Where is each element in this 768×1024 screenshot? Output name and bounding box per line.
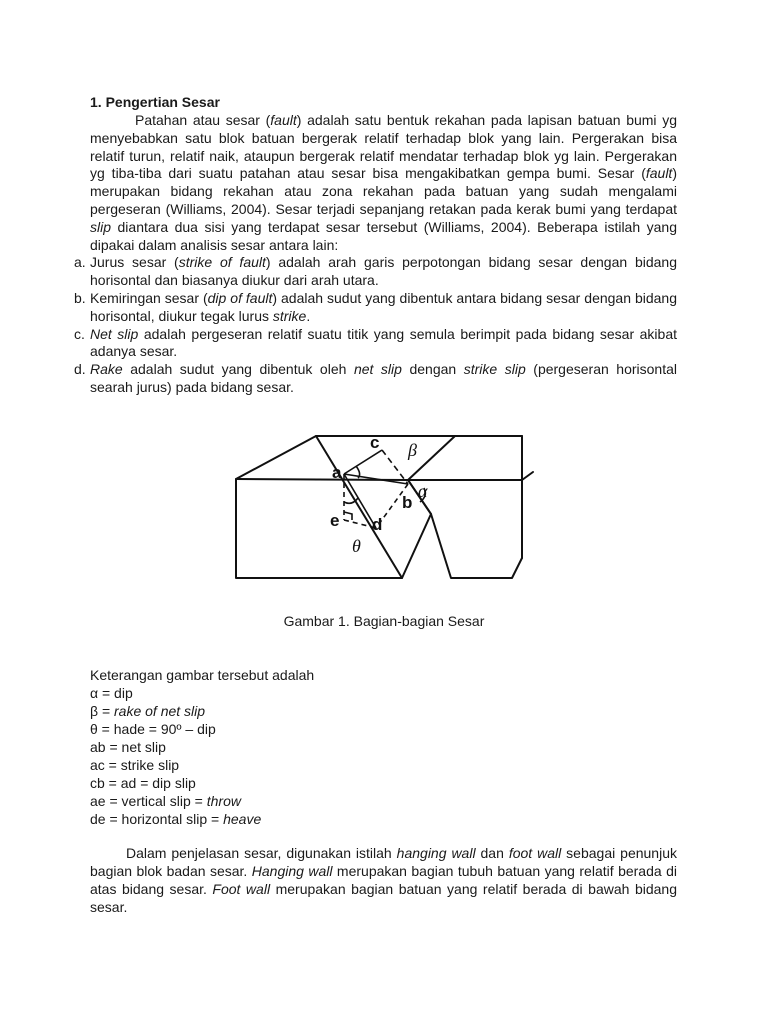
term-marker: c.	[74, 325, 85, 342]
right-block-corner	[522, 472, 533, 480]
label-beta: β	[408, 440, 417, 460]
term-marker: d.	[74, 361, 86, 378]
term-item	[74, 361, 678, 397]
term-item	[74, 254, 677, 290]
legend-item: θ = hade = 90º – dip	[90, 721, 216, 737]
term-item	[74, 289, 677, 326]
closing-section	[90, 844, 677, 916]
term-text: Net slip adalah pergeseran relatif suatu titik yang semula berimpit pada bidang sesar akibat adanya sesar.	[90, 325, 678, 360]
label-theta: θ	[352, 536, 361, 556]
legend-title: Keterangan gambar tersebut adalah	[90, 667, 315, 683]
legend-item: β = rake of net slip	[90, 703, 206, 719]
italic-term: foot wall	[508, 845, 562, 861]
italic-term: rake of net slip	[114, 703, 206, 719]
italic-term: Foot wall	[212, 881, 271, 897]
italic-term: Net slip	[90, 325, 139, 342]
italic-term: slip	[90, 218, 112, 235]
label-b: b	[402, 493, 413, 512]
right-angle-mark	[344, 512, 352, 520]
right-block-outline	[431, 436, 522, 578]
term-text: Rake adalah sudut yang dibentuk oleh net slip dengan strike slip (pergeseran horisontal searah jurus) pada bidang sesar.	[90, 361, 678, 395]
term-text: Jurus sesar (strike of fault) adalah arah garis perpotongan bidang sesar dengan bidang horisontal dan biasanya diukur dari arah utara.	[90, 254, 677, 289]
italic-term: hanging wall	[396, 845, 476, 861]
term-text: Kemiringan sesar (dip of fault) adalah sudut yang dibentuk antara bidang sesar dengan bidang horisontal, diukur tegak lurus strike.	[90, 289, 677, 324]
figure-caption: Gambar 1. Bagian-bagian Sesar	[283, 613, 485, 629]
legend-item: α = dip	[90, 685, 133, 701]
italic-term: strike of fault	[178, 254, 266, 271]
fault-diagram	[234, 416, 536, 580]
italic-term: strike	[272, 307, 307, 324]
section-heading: 1. Pengertian Sesar	[90, 94, 220, 110]
term-marker: b.	[74, 289, 86, 306]
strike-slip-line	[344, 450, 382, 474]
label-c: c	[370, 433, 380, 452]
label-d: d	[372, 515, 383, 534]
legend-item: de = horizontal slip = heave	[90, 811, 262, 827]
italic-term: heave	[223, 811, 262, 827]
term-item	[74, 325, 678, 362]
legend	[90, 666, 314, 828]
italic-term: fault	[645, 165, 673, 182]
legend-item: ab = net slip	[90, 739, 166, 755]
label-e: e	[330, 511, 340, 530]
term-marker: a.	[74, 254, 86, 271]
italic-term: dip of fault	[207, 289, 273, 306]
label-a: a	[332, 463, 342, 482]
label-alpha: α	[418, 481, 428, 501]
italic-term: strike slip	[463, 361, 526, 378]
italic-term: throw	[206, 793, 241, 809]
document-body	[74, 94, 678, 397]
legend-item: cb = ad = dip slip	[90, 775, 196, 791]
legend-item: ae = vertical slip = throw	[90, 793, 241, 809]
italic-term: Rake	[90, 361, 123, 378]
left-block-outline	[236, 436, 455, 578]
term-list	[74, 254, 678, 396]
italic-term: net slip	[353, 361, 402, 378]
fault-plane-edge	[316, 436, 402, 578]
legend-item: ac = strike slip	[90, 757, 180, 773]
intro-paragraph: Patahan atau sesar (fault) adalah satu bentuk rekahan pada lapisan batuan bumi yg menyebabkan satu blok batuan bergerak relatif terhadap blok yang lain. Pergerakan bisa relatif turun, relatif naik, ataupun bergerak relatif mendatar terhadap blok yg lain. Pergerakan yg tiba-tiba dari suatu patahan atau sesar bisa mengakibatkan gempa bumi. Sesar (fault) merupakan bidang rekahan atau zona rekahan pada batuan yang sudah mengalami pergeseran (Williams, 2004). Sesar terjadi sepanjang retakan pada kerak bumi yang terdapat slip diantara dua sisi yang terdapat sesar tersebut (Williams, 2004). Beberapa istilah yang dipakai dalam analisis sesar antara lain:	[90, 112, 677, 253]
italic-term: Hanging wall	[251, 863, 333, 879]
italic-term: fault	[270, 112, 297, 128]
closing-paragraph: Dalam penjelasan sesar, digunakan istilah hanging wall dan foot wall sebagai penunjuk bagian blok badan sesar. Hanging wall merupakan bagian tubuh batuan yang relatif berada di atas bidang sesar. Foot wall merupakan bagian batuan yang relatif berada di bawah bidang sesar.	[90, 845, 677, 915]
